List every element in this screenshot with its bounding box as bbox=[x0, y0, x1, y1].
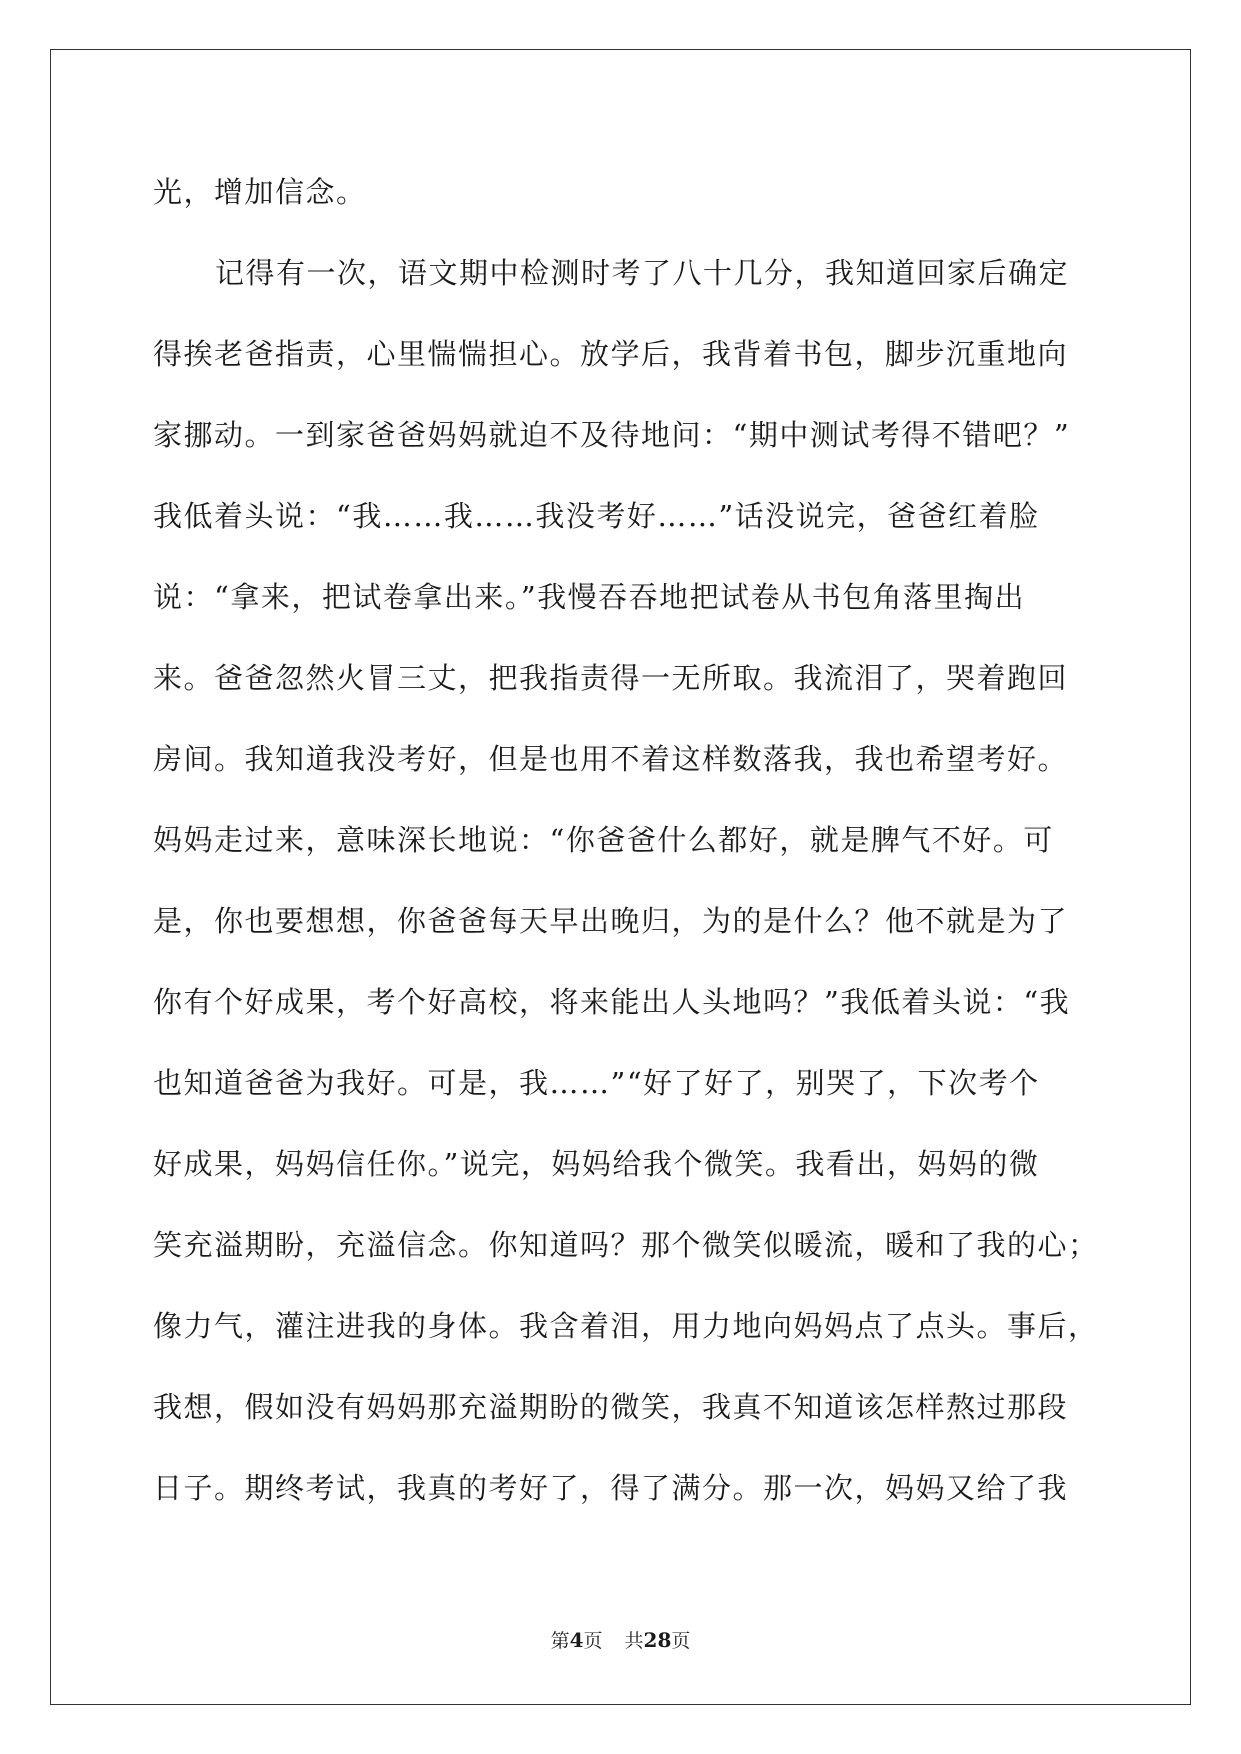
footer-total-prefix: 共 bbox=[624, 1630, 644, 1652]
text-line: 得挨老爸指责，心里惴惴担心。放学后，我背着书包，脚步沉重地向 bbox=[153, 337, 1069, 371]
current-page-number: 4 bbox=[569, 1628, 584, 1652]
body-text bbox=[153, 162, 1098, 1539]
text-line: 也知道爸爸为我好。可是，我……”“好了好了，别哭了，下次考个 bbox=[153, 1066, 1040, 1100]
footer-page-unit: 页 bbox=[583, 1630, 603, 1652]
text-line: 我想，假如没有妈妈那充溢期盼的微笑，我真不知道该怎样熬过那段 bbox=[153, 1390, 1069, 1424]
text-line: 我低着头说：“我……我……我没考好……”话没说完，爸爸红着脸 bbox=[153, 499, 1040, 533]
text-line: 像力气，灌注进我的身体。我含着泪，用力地向妈妈点了点头。事后， bbox=[153, 1309, 1099, 1343]
footer-total-unit: 页 bbox=[671, 1630, 691, 1652]
paragraph-start-line: 记得有一次，语文期中检测时考了八十几分，我知道回家后确定 bbox=[215, 256, 1070, 290]
text-line: 说：“拿来，把试卷拿出来。”我慢吞吞地把试卷从书包角落里掏出 bbox=[153, 580, 1026, 614]
total-pages-number: 28 bbox=[643, 1628, 672, 1652]
text-line: 好成果，妈妈信任你。”说完，妈妈给我个微笑。我看出，妈妈的微 bbox=[153, 1147, 1040, 1181]
text-line: 是，你也要想想，你爸爸每天早出晚归，为的是什么？他不就是为了 bbox=[153, 904, 1069, 938]
text-line: 家挪动。一到家爸爸妈妈就迫不及待地问：“期中测试考得不错吧？” bbox=[153, 418, 1071, 452]
text-line: 日子。期终考试，我真的考好了，得了满分。那一次，妈妈又给了我 bbox=[153, 1471, 1069, 1505]
text-line: 来。爸爸忽然火冒三丈，把我指责得一无所取。我流泪了，哭着跑回 bbox=[153, 661, 1069, 695]
text-line: 光，增加信念。 bbox=[153, 175, 367, 209]
text-line: 你有个好成果，考个好高校，将来能出人头地吗？”我低着头说：“我 bbox=[153, 985, 1071, 1019]
text-line: 笑充溢期盼，充溢信念。你知道吗？那个微笑似暖流，暖和了我的心； bbox=[153, 1228, 1099, 1262]
footer-prefix: 第 bbox=[550, 1630, 570, 1652]
page-footer bbox=[0, 1627, 1241, 1654]
text-line: 房间。我知道我没考好，但是也用不着这样数落我，我也希望考好。 bbox=[153, 742, 1069, 776]
text-line: 妈妈走过来，意味深长地说：“你爸爸什么都好，就是脾气不好。可 bbox=[153, 823, 1054, 857]
